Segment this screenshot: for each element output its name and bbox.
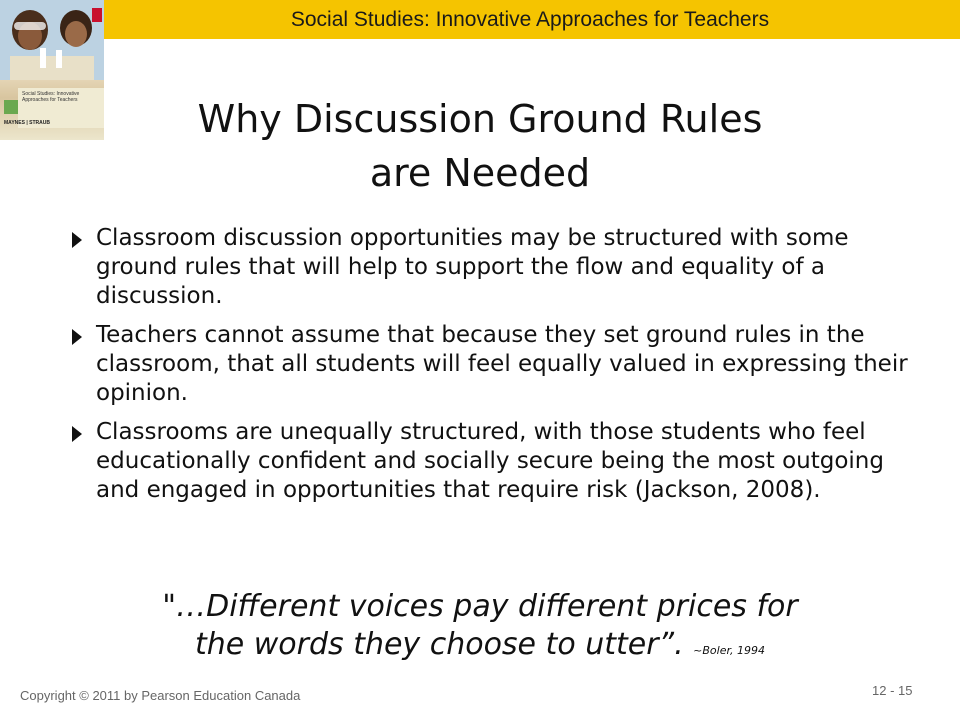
cover-photo xyxy=(0,0,104,80)
bullet-text: Classrooms are unequally structured, with those students who feel educationally confident and socially secure being the most outgoing and engaged in opportunities that require risk (Jackson, 2008). xyxy=(96,419,884,503)
slide-title-line-1: Why Discussion Ground Rules xyxy=(197,97,763,141)
header-title: Social Studies: Innovative Approaches for Teachers xyxy=(290,8,770,31)
bullet-arrow-icon xyxy=(72,232,82,248)
quote-line-1: "…Different voices pay different prices for xyxy=(162,589,798,624)
quote-line-2-wrap xyxy=(40,626,920,670)
quote-author: ~Boler, 1994 xyxy=(693,644,765,657)
header-bar xyxy=(100,0,960,39)
slide-title-line-2: are Needed xyxy=(369,151,591,195)
cover-authors: MAYNES | STRAUB xyxy=(4,120,50,126)
bullet-item xyxy=(68,321,918,408)
page-number: 12 - 15 xyxy=(872,683,913,698)
cover-red-tab xyxy=(92,8,102,22)
bullet-text: Teachers cannot assume that because they set ground rules in the classroom, that all students will feel equally valued in expressing their opinion. xyxy=(96,322,908,406)
book-cover-image xyxy=(0,0,104,140)
bullet-arrow-icon xyxy=(72,426,82,442)
bullet-list xyxy=(68,224,918,515)
slide-title xyxy=(100,92,860,200)
bullet-item xyxy=(68,224,918,311)
cover-title: Social Studies: Innovative Approaches for Teachers xyxy=(22,91,80,103)
bullet-arrow-icon xyxy=(72,329,82,345)
bullet-item xyxy=(68,418,918,505)
copyright-text: Copyright © 2011 by Pearson Education Canada xyxy=(20,688,301,703)
bullet-text: Classroom discussion opportunities may be structured with some ground rules that will help to support the flow and equality of a discussion. xyxy=(96,225,849,309)
quote-line-2: the words they choose to utter”. xyxy=(194,627,684,662)
quote-block xyxy=(40,588,920,670)
cover-green-block xyxy=(4,100,18,114)
